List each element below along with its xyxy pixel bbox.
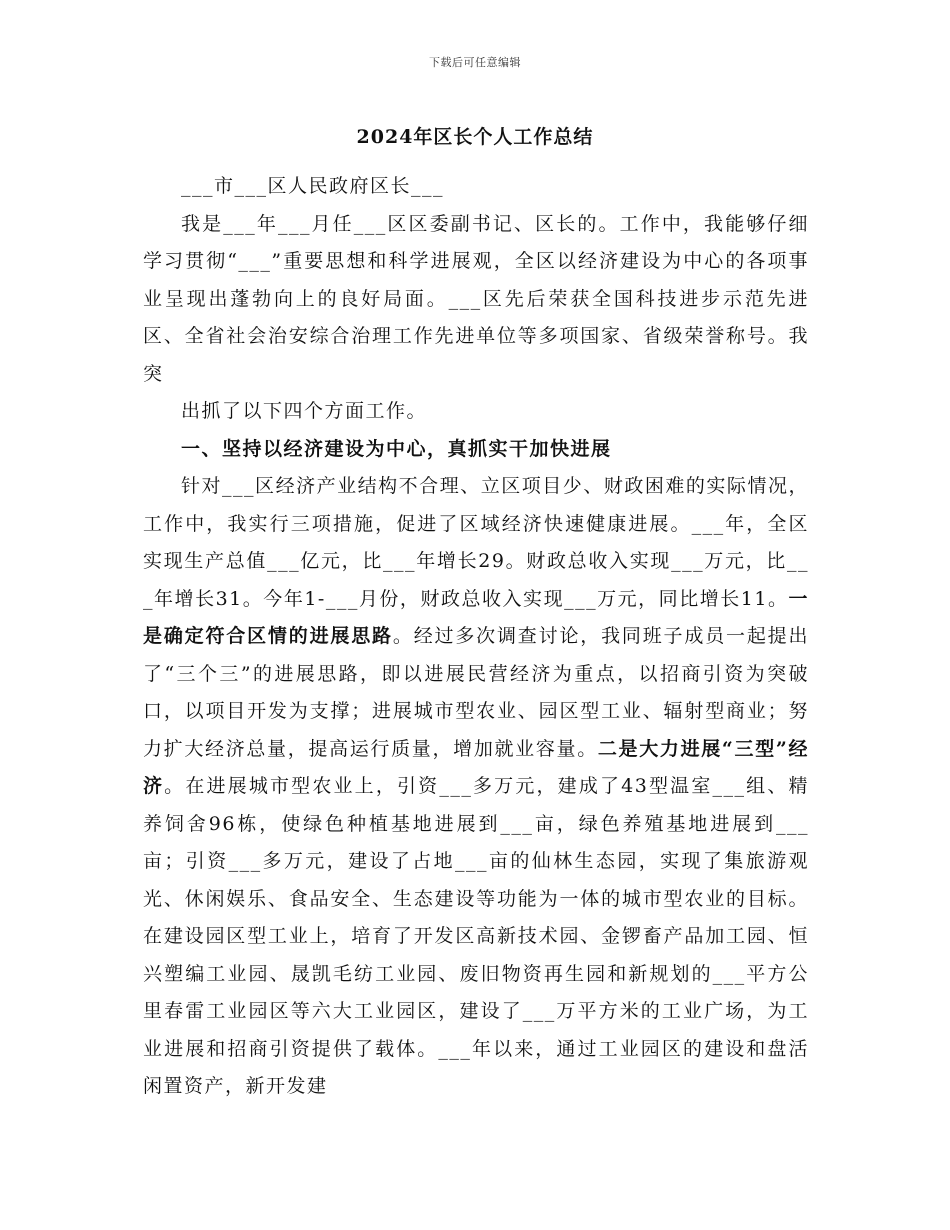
paragraph-economy-text-3: 。在进展城市型农业上，引资___多万元，建成了43型温室___组、精养饲舍96栋，使绿色种植基地进展到___亩，绿色养殖基地进展到___亩；引资___多万元，建设了占地___亩的仙林生态园，实现了集旅游观光、休闲娱乐、食品安全、生态建设等功能为一体的城市型农业的目标。在建设园区型工业上，培育了开发区高新技术园、金锣畜产品加工园、恒兴塑编工业园、晟凯毛纺工业园、废旧物资再生园和新规划的___平方公里春雷工业园区等六大工业园区，建设了___万平方米的工业广场，为工业进展和招商引资提供了载体。___年以来，通过工业园区的建设和盘活闲置资产，新开发建 <box>143 775 809 1097</box>
document-body <box>143 168 809 1106</box>
paragraph-economy-bold-2: 二是大力进展“三型”经济 <box>143 737 809 797</box>
paragraph-economy-text-2: 。经过多次调查讨论，我同班子成员一起提出了“三个三”的进展思路，即以进展民营经济为重点，以招商引资为突破口，以项目开发为支撑；进展城市型农业、园区型工业、辐射型商业；努力扩大经济总量，提高运行质量，增加就业容量。 <box>143 625 809 760</box>
document-title: 2024年区长个人工作总结 <box>356 126 594 148</box>
paragraph-economy-text-1: 针对___区经济产业结构不合理、立区项目少、财政困难的实际情况，工作中，我实行三项措施，促进了区域经济快速健康进展。___年，全区实现生产总值___亿元，比___年增长29。财政总收入实现___万元，比___年增长31。今年1-___月份，财政总收入实现___万元，同比增长11。 <box>143 475 809 610</box>
section-heading-1: 一、坚持以经济建设为中心，真抓实干加快进展 <box>181 437 612 460</box>
byline: ___市___区人民政府区长___ <box>181 175 445 197</box>
header-note: 下载后可任意编辑 <box>429 56 521 69</box>
paragraph-economy-bold-1: 一是确定符合区情的进展思路 <box>143 587 809 647</box>
paragraph-intro-continued: 出抓了以下四个方面工作。 <box>181 400 428 422</box>
paragraph-intro: 我是___年___月任___区区委副书记、区长的。工作中，我能够仔细学习贯彻“___”重要思想和科学进展观，全区以经济建设为中心的各项事业呈现出蓬勃向上的良好局面。___区先后荣获全国科技进步示范先进区、全省社会治安综合治理工作先进单位等多项国家、省级荣誉称号。我突 <box>143 212 809 385</box>
paragraph-economy <box>143 468 809 1106</box>
